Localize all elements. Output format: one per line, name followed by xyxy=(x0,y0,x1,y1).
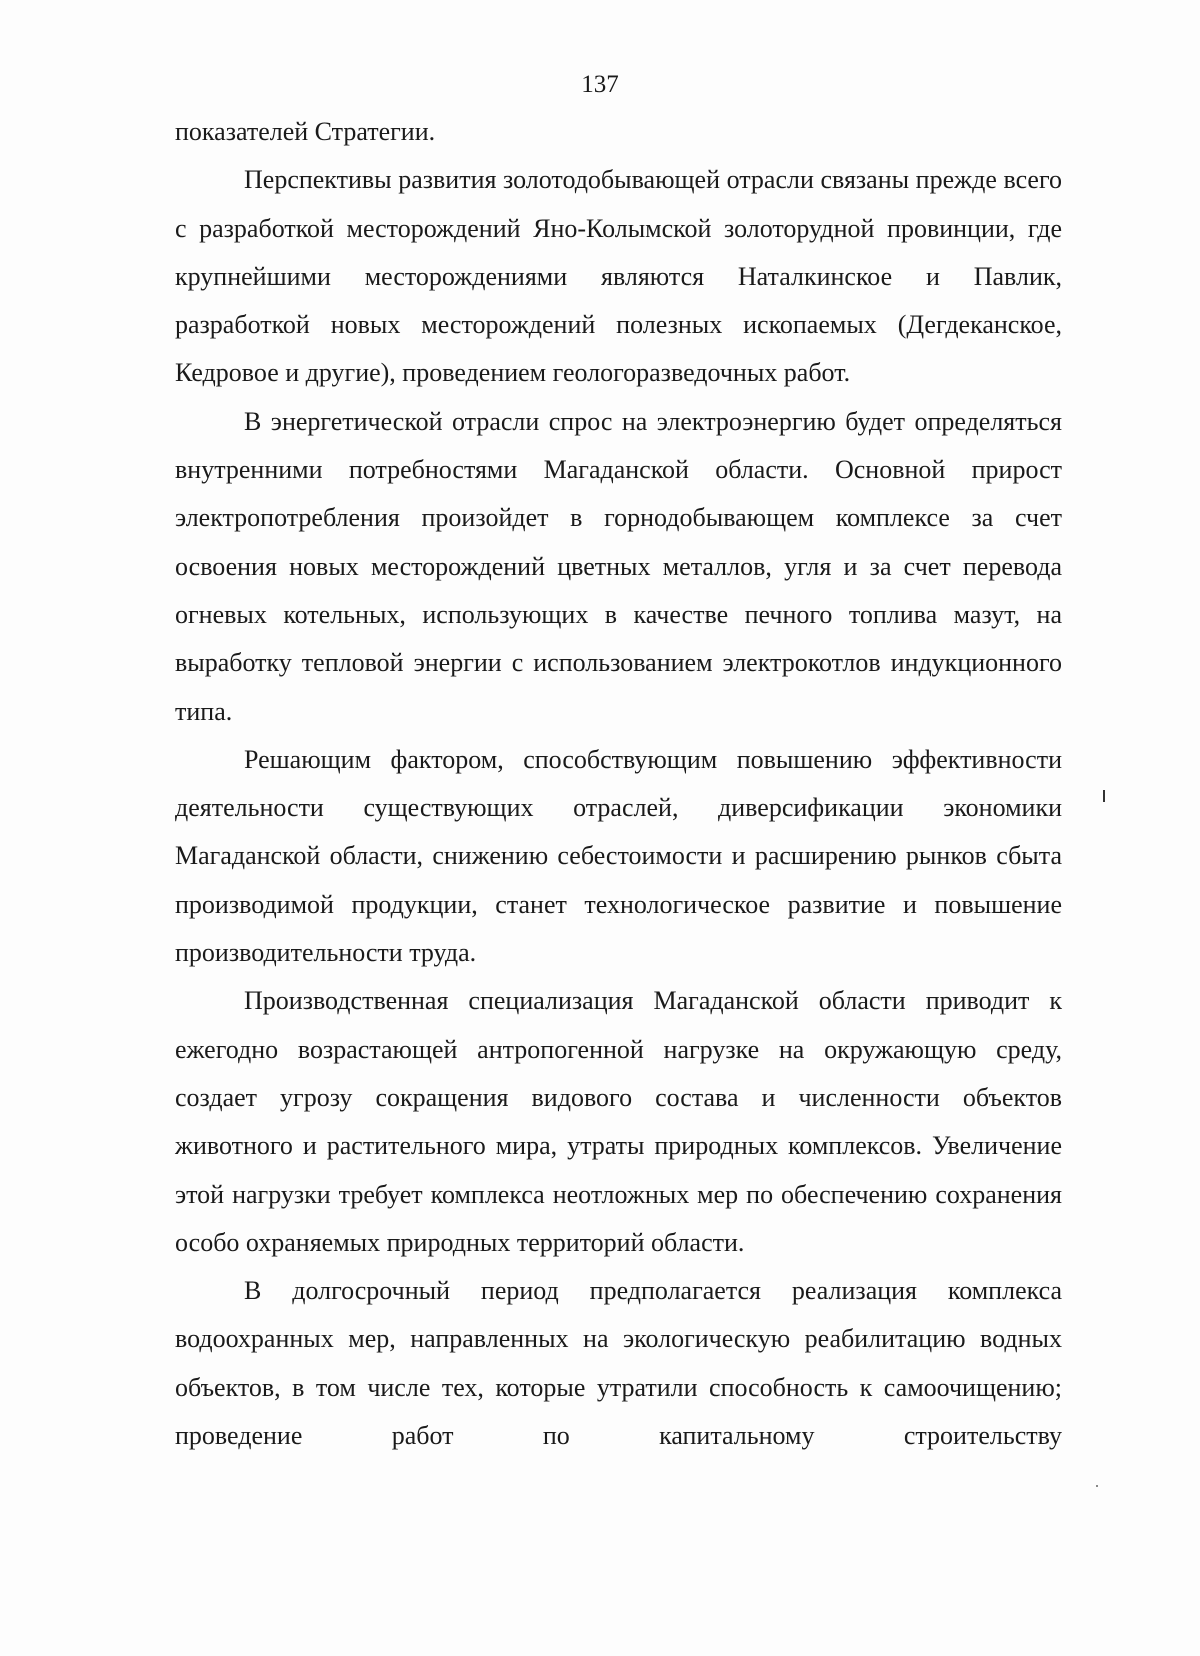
paragraph-technology: Решающим фактором, способствующим повышению эффективности деятельности существующих отраслей, диверсификации экономики Магаданской области, снижению себестоимости и расширению рынков сбыта производимой продукции, станет технологическое развитие и повышение производительности труда. xyxy=(175,744,1062,968)
scan-artifact-dot xyxy=(1096,1485,1098,1487)
scan-artifact-mark xyxy=(1103,790,1105,802)
page-number: 137 xyxy=(581,71,619,98)
paragraph-energy: В энергетической отрасли спрос на электроэнергию будет определяться внутренними потребностями Магаданской области. Основной прирост электропотребления произойдет в горнодобывающем комплексе за счет освоения новых месторождений цветных металлов, угля и за счет перевода огневых котельных, использующих в качестве печного топлива мазут, на выработку тепловой энергии с использованием электрокотлов индукционного типа. xyxy=(175,406,1062,726)
document-body xyxy=(175,108,1062,1460)
paragraph-continuation: показателей Стратегии. xyxy=(175,117,436,146)
paragraph-environment: Производственная специализация Магаданской области приводит к ежегодно возрастающей антропогенной нагрузке на окружающую среду, создает угрозу сокращения видового состава и численности объектов животного и растительного мира, утраты природных комплексов. Увеличение этой нагрузки требует комплекса неотложных мер по обеспечению сохранения особо охраняемых природных территорий области. xyxy=(175,986,1062,1257)
paragraph-gold-mining: Перспективы развития золотодобывающей отрасли связаны прежде всего с разработкой месторождений Яно-Колымской золоторудной провинции, где крупнейшими месторождениями являются Наталкинское и Павлик, разработкой новых месторождений полезных ископаемых (Дегдеканское, Кедровое и другие), проведением геологоразведочных работ. xyxy=(175,165,1062,388)
paragraph-water-protection: В долгосрочный период предполагается реализация комплекса водоохранных мер, направленных на экологическую реабилитацию водных объектов, в том числе тех, которые утратили способность к самоочищению; проведение работ по капитальному строительству xyxy=(175,1276,1062,1451)
